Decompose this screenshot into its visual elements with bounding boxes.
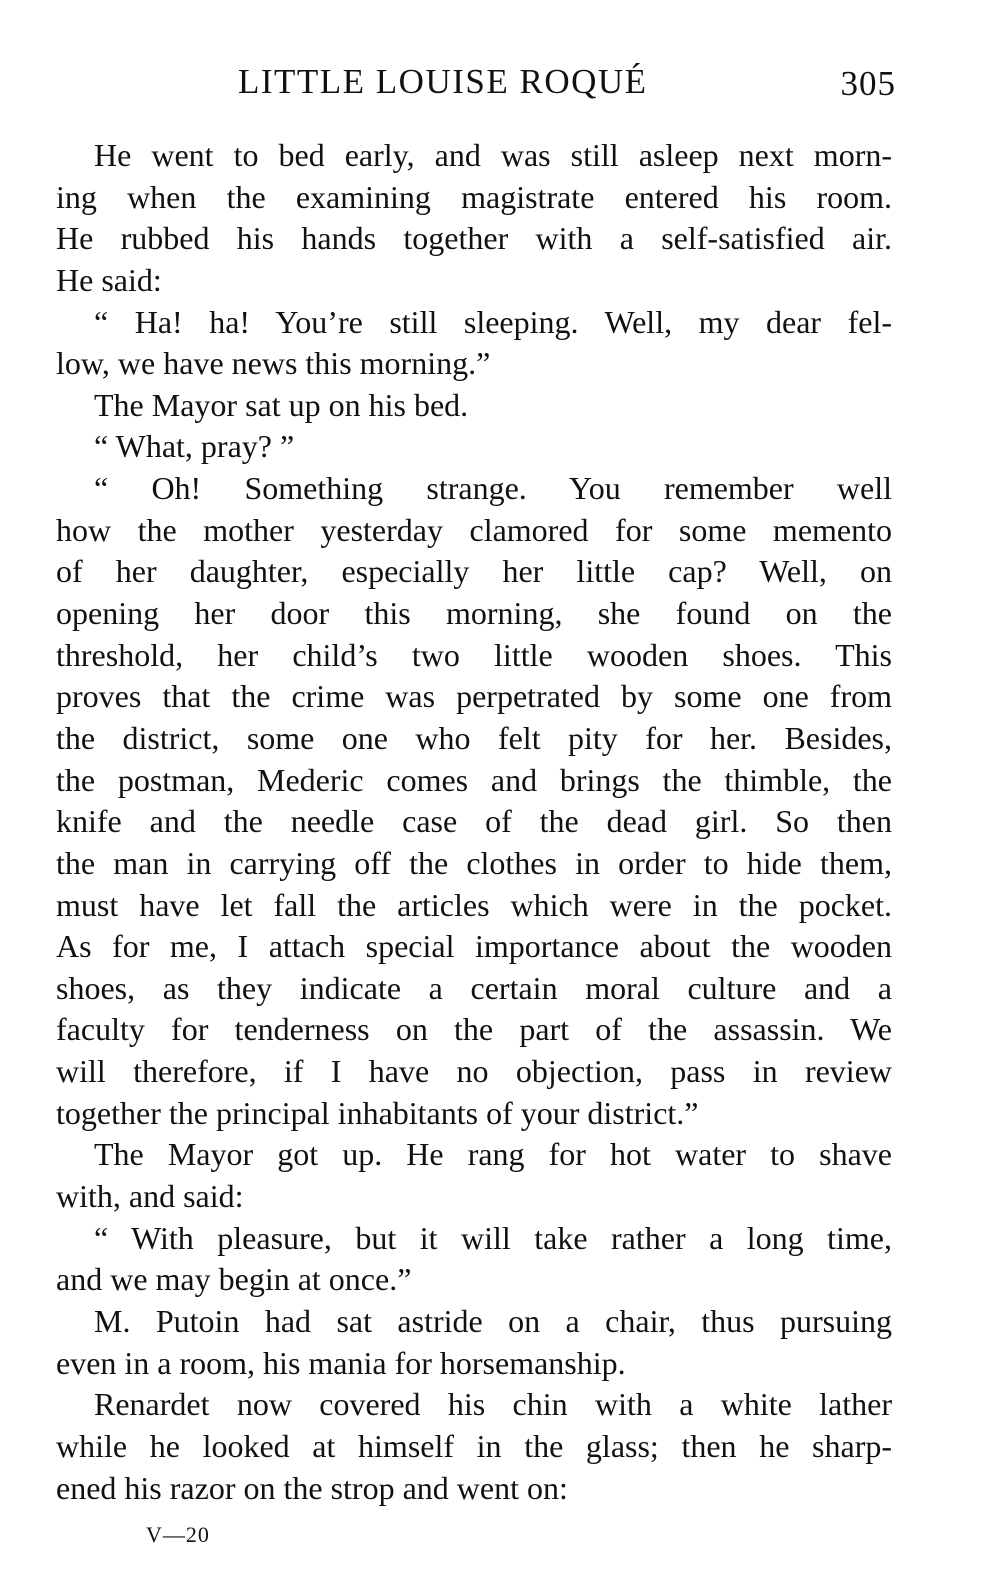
text-line: proves that the crime was perpetrated by some one from — [56, 678, 892, 715]
text-line: and we may begin at once.” — [56, 1261, 412, 1298]
running-title: LITTLE LOUISE ROQUÉ — [238, 62, 648, 101]
text-line: “ Oh! Something strange. You remember well — [94, 470, 892, 507]
text-line: the postman, Mederic comes and brings the thimble, the — [56, 761, 892, 798]
text-line: even in a room, his mania for horsemanship. — [56, 1344, 626, 1381]
text-line: shoes, as they indicate a certain moral culture and a — [56, 969, 892, 1006]
text-line: ing when the examining magistrate entered his room. — [56, 178, 892, 215]
text-line: while he looked at himself in the glass; then he sharp- — [56, 1427, 892, 1464]
text-line: ened his razor on the strop and went on: — [56, 1469, 568, 1506]
text-line: He rubbed his hands together with a self-satisfied air. — [56, 220, 892, 257]
text-line: The Mayor sat up on his bed. — [94, 386, 469, 423]
text-line: “ With pleasure, but it will take rather a long time, — [94, 1219, 892, 1256]
text-line: He said: — [56, 261, 162, 298]
text-line: As for me, I attach special importance about the wooden — [56, 928, 892, 965]
text-line: “ Ha! ha! You’re still sleeping. Well, my dear fel- — [94, 303, 892, 340]
text-line: together the principal inhabitants of your district.” — [56, 1094, 699, 1131]
text-line: how the mother yesterday clamored for some memento — [56, 511, 892, 548]
text-line: will therefore, if I have no objection, pass in review — [56, 1053, 892, 1090]
signature-mark: V—20 — [146, 1522, 210, 1547]
text-line: the district, some one who felt pity for her. Besides, — [56, 719, 892, 756]
text-line: the man in carrying off the clothes in order to hide them, — [56, 844, 892, 881]
running-head — [56, 62, 896, 112]
text-line: Renardet now covered his chin with a white lather — [94, 1386, 892, 1423]
text-line: The Mayor got up. He rang for hot water to shave — [94, 1136, 892, 1173]
text-line: He went to bed early, and was still asleep next morn- — [94, 137, 892, 173]
text-line: M. Putoin had sat astride on a chair, thus pursuing — [94, 1302, 892, 1339]
page-number: 305 — [840, 64, 896, 103]
text-line: faculty for tenderness on the part of the assassin. We — [56, 1011, 892, 1048]
text-line: must have let fall the articles which were in the pocket. — [56, 886, 892, 923]
body-text — [56, 135, 892, 1509]
text-line: low, we have news this morning.” — [56, 345, 491, 382]
text-line: threshold, her child’s two little wooden shoes. This — [56, 636, 892, 673]
text-line: with, and said: — [56, 1178, 244, 1215]
text-line: opening her door this morning, she found on the — [56, 595, 892, 632]
text-line: “ What, pray? ” — [94, 428, 295, 465]
text-line: of her daughter, especially her little cap? Well, on — [56, 553, 892, 590]
text-line: knife and the needle case of the dead girl. So then — [56, 803, 892, 840]
